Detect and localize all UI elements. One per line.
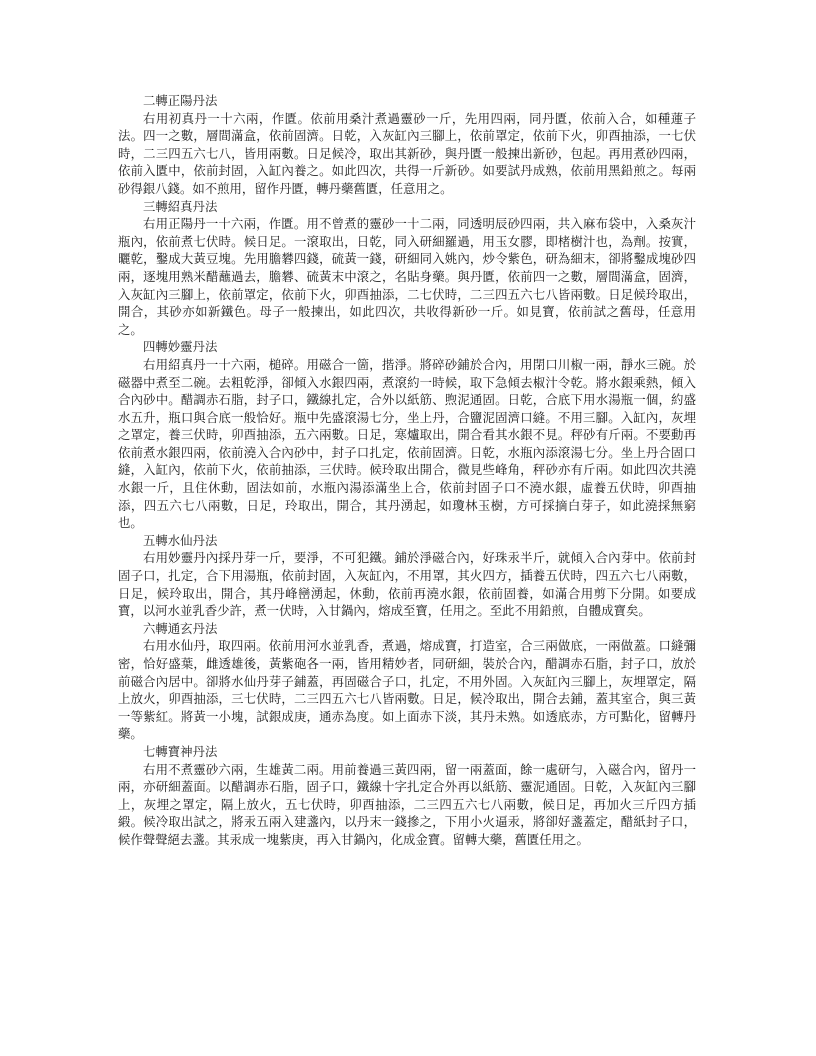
document-page bbox=[118, 92, 696, 849]
section-heading-7: 七轉寶神丹法 bbox=[143, 743, 218, 759]
section-heading-3: 三轉紹真丹法 bbox=[143, 198, 218, 214]
section-body-7: 右用不煮靈砂六兩，生雄黃二兩。用前養過三黃四兩，留一兩蓋面，餘一處研勻，入磁合內，留丹一兩，亦研細蓋面。以醋調赤石脂，固子口，鐵線十字扎定合外再以紙筋、靈泥通固。日乾，入灰缸內三腳上，灰埋之罩定，隔上放火，五七伏時，卯酉抽添，二三四五六七八兩數，候日足，再加火三斤四方插緞。候冷取出試之，將汞五兩入建盞內，以丹末一錢摻之，下用小火逼汞，將卻好盞蓋定，醋紙封子口，候作聲聲絕去盞。其汞成一塊紫庚，再入甘鍋內，化成金寶。留轉大藥，舊匱任用之。 bbox=[118, 761, 696, 847]
section-body-3: 右用正陽丹一十六兩，作匱。用不曾煮的靈砂一十二兩，同透明辰砂四兩，共入麻布袋中，入桑灰汁瓶內，依前煮七伏時。候日足。一滾取出，日乾，同入研細羅過，用玉女膠，即楮樹汁也，為劑。按實，曬乾，鑿成大黃豆塊。先用膽礬四錢，硫黃一錢，研細同入姚內，炒令紫色，研為細末，卻將鑿成塊砂四兩，逐塊用熟米醋蘸過去，膽礬、硫黃末中滾之，名貼身藥。與丹匱，依前四一之數，層間滿盒，固濟，入灰缸內三腳上，依前罩定，依前下火，卯酉抽添，二七伏時，二三四五六七八皆兩數。日足候玲取出，開合，其砂亦如新鐵色。母子一般揀出，如此四次，共收得新砂一斤。如見寶，依前試之舊母，任意用之。 bbox=[118, 216, 696, 337]
section-heading-5: 五轉水仙丹法 bbox=[143, 532, 218, 548]
section-heading-6: 六轉通玄丹法 bbox=[143, 620, 218, 636]
section-body-2: 右用初真丹一十六兩，作匱。依前用桑汁煮過靈砂一斤，先用四兩，同丹匱，依前入合，如種蓮子法。四一之數，層間滿盒，依前固濟。日乾，入灰缸內三腳上，依前罩定，依前下火，卯酉抽添，一七伏時，二三四五六七八，皆用兩數。日足候冷，取出其新砂，與丹匱一般揀出新砂，包起。再用煮砂四兩，依前入匱中，依前封固，入缸內養之。如此四次，共得一斤新砂。如要試丹成熟，依前用黑鉛煎之。每兩砂得銀八錢。如不煎用，留作丹匱，轉丹藥舊匱，任意用之。 bbox=[118, 110, 696, 196]
section-heading-2: 二轉正陽丹法 bbox=[143, 93, 218, 108]
section-body-4: 右用紹真丹一十六兩，槌碎。用磁合一箇，揩淨。將碎砂鋪於合內，用閉口川椒一兩，靜水三碗。於磁器中煮至二碗。去粗乾淨，卻傾入水銀四兩，煮滾約一時候，取下急傾去椒汁令乾。將水銀乘熱，傾入合內砂中。醋調赤石脂，封子口，鐵線扎定，合外以紙筋、煦泥通固。日乾，合底下用水湯瓶一個，約盛水五升，瓶口與合底一般恰好。瓶中先盛滾湯七分，坐上丹，合鹽泥固濟口縫。不用三腳。入缸內，灰埋之罩定，養三伏時，卯酉抽添，五六兩數。日足，寒爐取出，開合看其水銀不見。秤砂有斤兩。不要動再依前煮水銀四兩，依前澆入合內砂中，封子口扎定，依前固濟。日乾，水瓶內添滾湯七分。坐上丹合固口縫，入缸內，依前下火，依前抽添，三伏時。候玲取出開合，微見些峰角，秤砂亦有斤兩。如此四次共澆水銀一斤，且住休動，固法如前，水瓶內湯添滿坐上合，依前封固子口不澆水銀，虛養五伏時，卯酉抽添，四五六七八兩數，日足，玲取出，開合，其丹湧起，如瓊林玉樹，方可採摘白芽子，如此澆採無窮也。 bbox=[118, 356, 696, 531]
section-body-6: 右用水仙丹，取四兩。依前用河水並乳香，煮過，熔成寶，打造室，合三兩做底，一兩做蓋。口縫彌密，恰好盛葉，雌透雄後，黃紫砲各一兩，皆用精妙者，同研細，裝於合內，醋調赤石脂，封子口，放於前磁合內居中。卻將水仙丹芽子鋪蓋，再固磁合子口，扎定，不用外固。入灰缸內三腳上，灰埋罩定，隔上放火，卯酉抽添，三七伏時，二三四五六七八皆兩數。日足，候冷取出，開合去鋪，蓋其室合，與三黃一等紫紅。將黃一小塊，試銀成庚，通赤為度。如上面赤下淡，其丹未熟。如透底赤，方可點化，留轉丹藥。 bbox=[118, 638, 696, 742]
section-heading-4: 四轉妙靈丹法 bbox=[143, 339, 218, 355]
section-body-5: 右用妙靈丹內採丹芽一斤，要淨，不可犯鐵。鋪於淨磁合內，好珠汞半斤，就傾入合內芽中。依前封固子口，扎定，合下用湯瓶，依前封固，入灰缸內，不用罩，其火四方，插養五伏時，四五六七八兩數，日足，候玲取出，開合，其丹峰巒湧起，休動，依前再澆水銀，依前固養，如滿合用剪下分開。如要成寶，以河水並乳香少許，煮一伏時，入甘鍋內，熔成至寶，任用之。至此不用鉛煎，自體成寶矣。 bbox=[118, 550, 696, 619]
